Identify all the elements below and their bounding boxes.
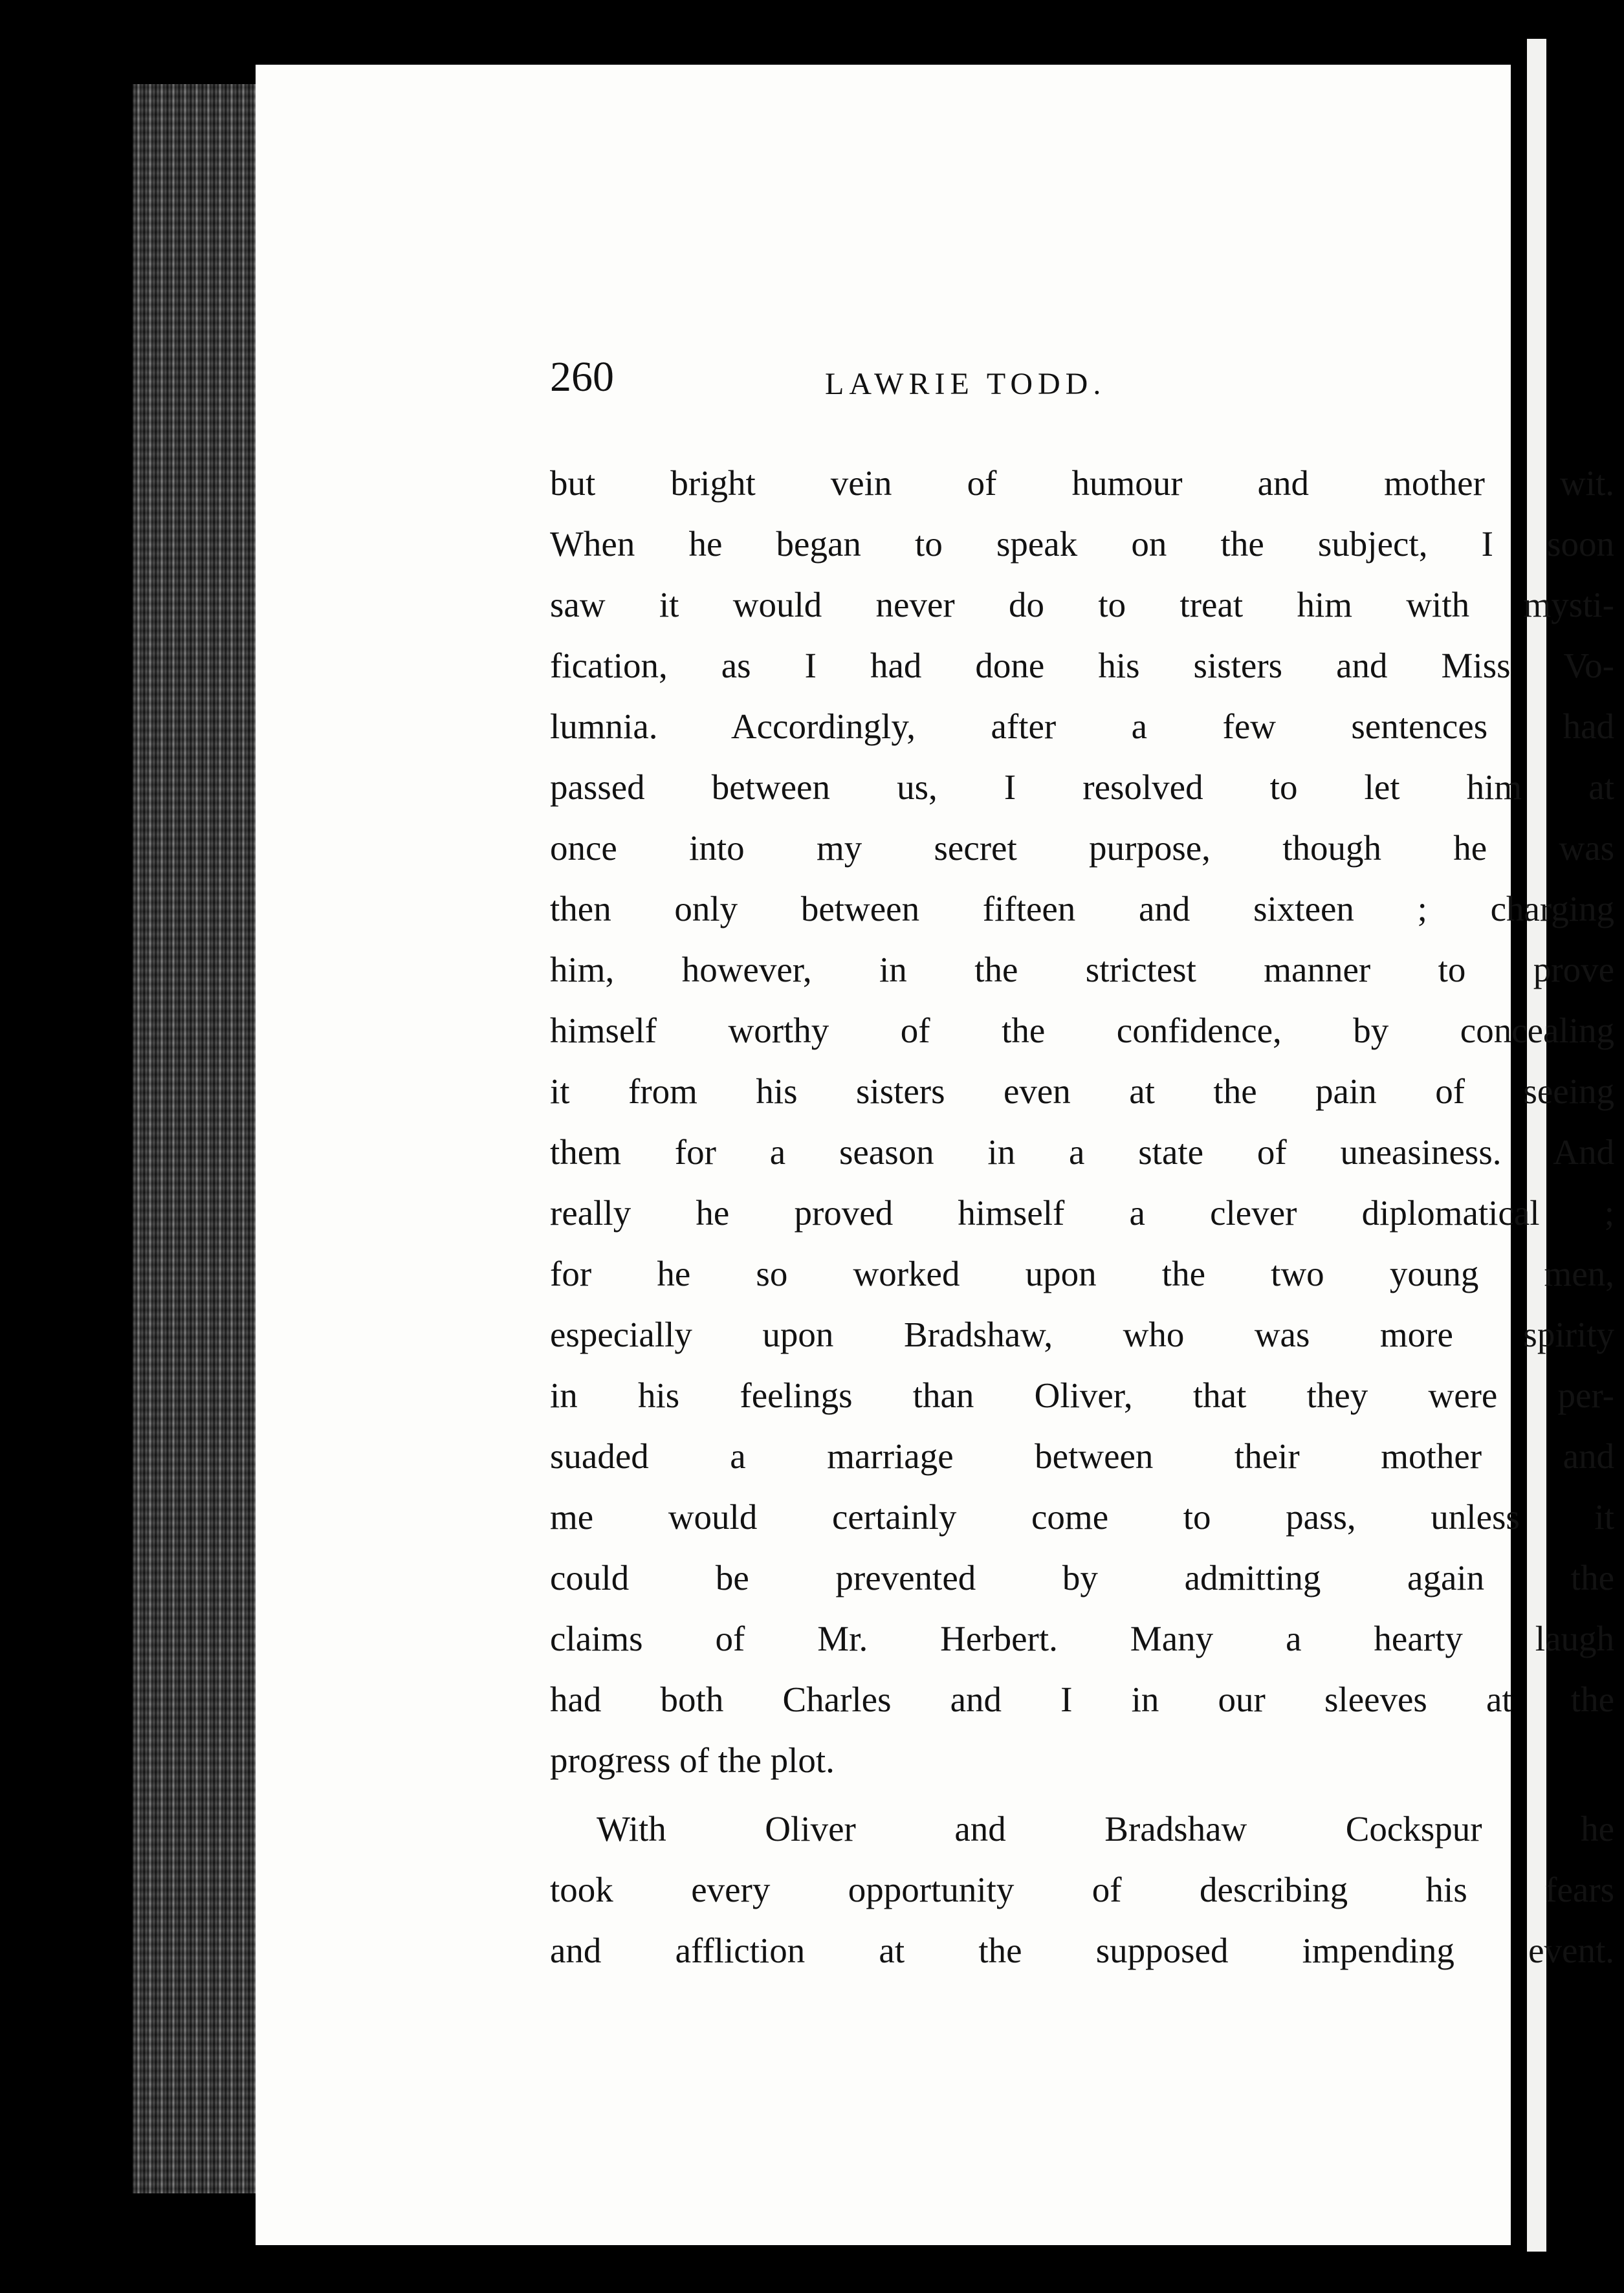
- body-text: [550, 453, 1614, 1981]
- page-number: 260: [550, 353, 614, 400]
- text-line: progress of the plot.: [550, 1740, 835, 1780]
- text-line: passed between us, I resolved to let him at: [550, 767, 1614, 807]
- text-line: lumnia. Accordingly, after a few sentences had: [550, 707, 1614, 746]
- text-line: When he began to speak on the subject, I soon: [550, 524, 1614, 564]
- text-line: them for a season in a state of uneasiness. And: [550, 1132, 1614, 1172]
- page-header: [256, 353, 1511, 421]
- text-line: saw it would never do to treat him with mysti-: [550, 585, 1614, 624]
- text-line: it from his sisters even at the pain of seeing: [550, 1071, 1614, 1111]
- text-line: for he so worked upon the two young men,: [550, 1254, 1614, 1293]
- text-line: but bright vein of humour and mother wit.: [550, 463, 1614, 503]
- text-line: me would certainly come to pass, unless it: [550, 1497, 1614, 1537]
- text-line: himself worthy of the confidence, by concealing: [550, 1011, 1614, 1050]
- text-line: him, however, in the strictest manner to prove: [550, 950, 1614, 989]
- text-line: claims of Mr. Herbert. Many a hearty laugh: [550, 1619, 1614, 1658]
- book-page-edges: [133, 84, 262, 2193]
- text-line: suaded a marriage between their mother and: [550, 1436, 1614, 1476]
- paragraph-break: [550, 1791, 1614, 1799]
- text-line: in his feelings than Oliver, that they were per-: [550, 1376, 1614, 1415]
- text-line: really he proved himself a clever diplomatical ;: [550, 1193, 1614, 1233]
- text-line: had both Charles and I in our sleeves at the: [550, 1680, 1614, 1719]
- running-head: LAWRIE TODD.: [825, 367, 1106, 401]
- text-line: then only between fifteen and sixteen ; charging: [550, 889, 1614, 928]
- text-line: could be prevented by admitting again the: [550, 1558, 1614, 1597]
- book-page: [256, 65, 1614, 2245]
- text-line: fication, as I had done his sisters and Miss Vo-: [550, 646, 1614, 685]
- text-line: With Oliver and Bradshaw Cockspur he: [597, 1809, 1614, 1849]
- text-line: especially upon Bradshaw, who was more spirity: [550, 1315, 1614, 1354]
- text-line: and affliction at the supposed impending event.: [550, 1931, 1614, 1970]
- text-line: once into my secret purpose, though he was: [550, 828, 1614, 868]
- text-line: took every opportunity of describing his fears: [550, 1870, 1614, 1909]
